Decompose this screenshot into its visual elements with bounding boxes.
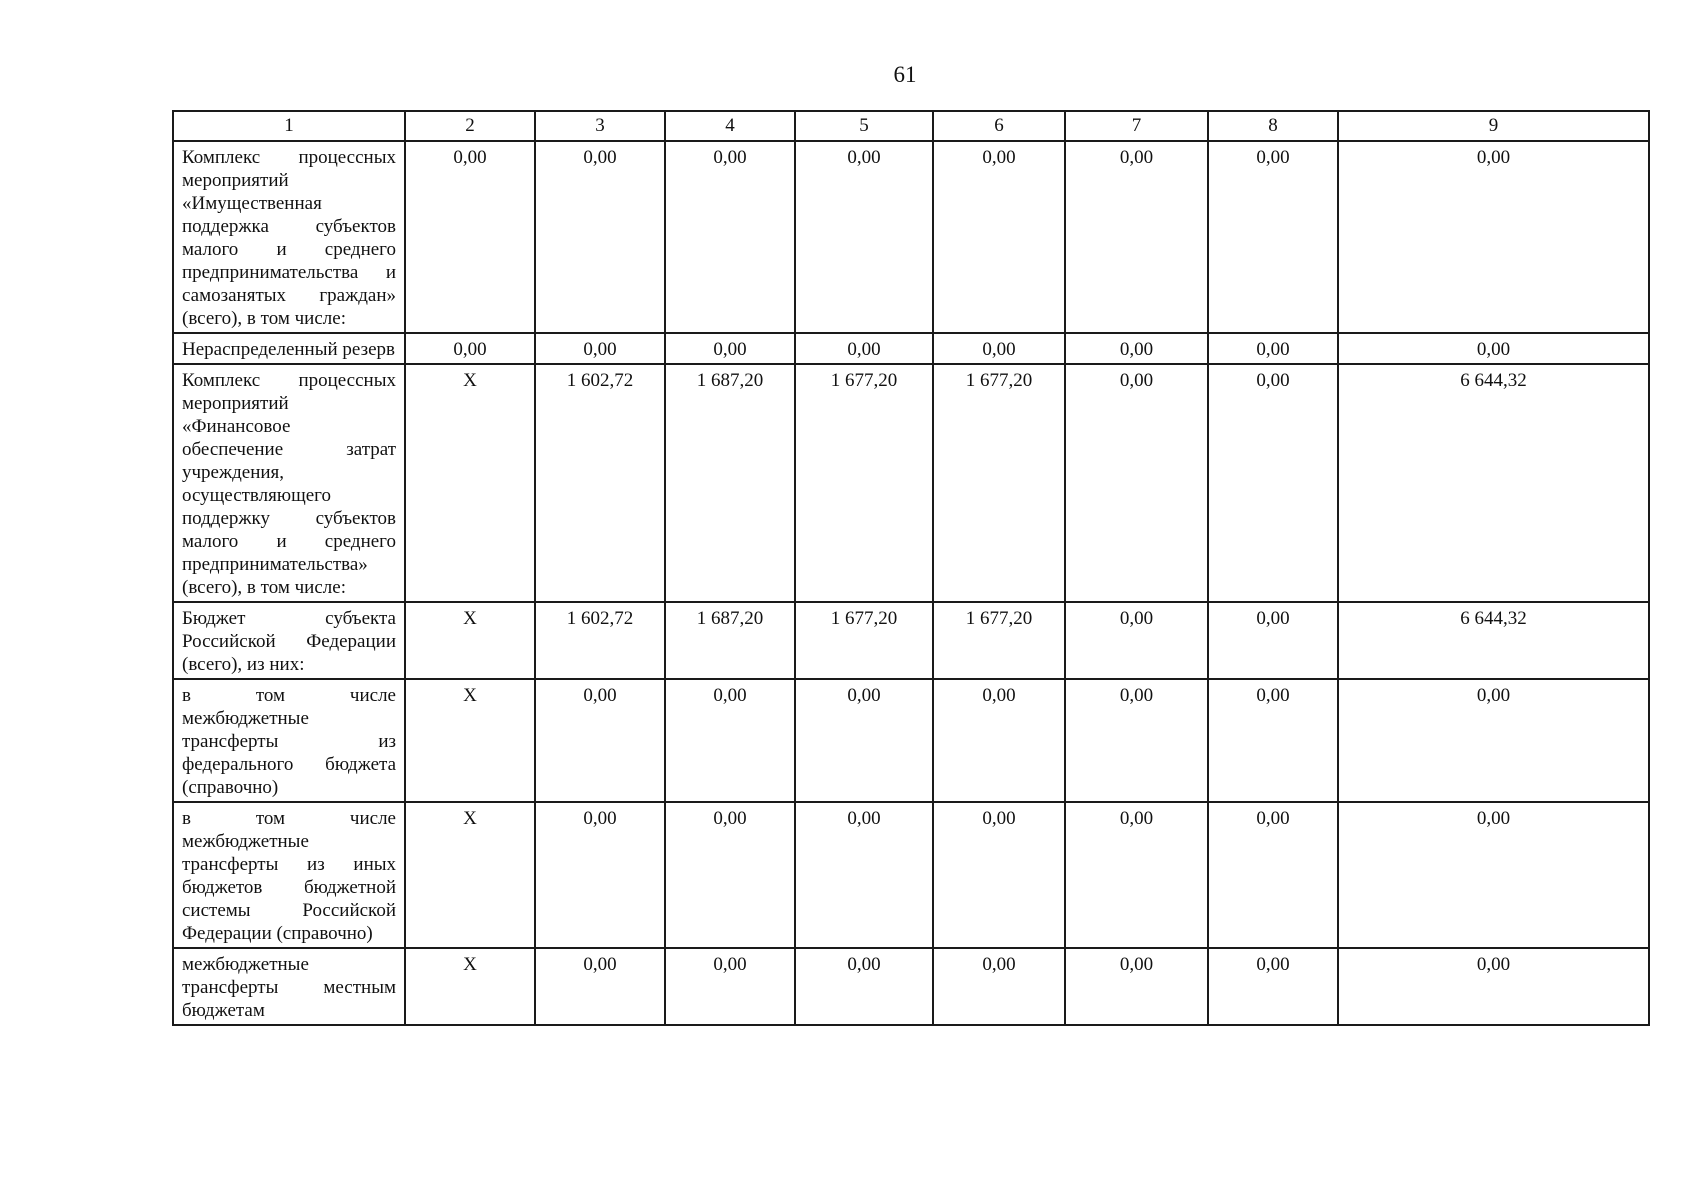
table-cell: 0,00 <box>665 679 795 802</box>
table-row <box>173 602 1649 679</box>
table-cell: 0,00 <box>1338 802 1649 948</box>
table-cell: 0,00 <box>535 141 665 333</box>
table-cell: 0,00 <box>1208 141 1338 333</box>
column-header: 1 <box>173 111 405 141</box>
table-cell: 0,00 <box>535 333 665 364</box>
row-name: Бюджет субъекта Российской Федерации (всего), из них: <box>173 602 405 679</box>
column-header: 4 <box>665 111 795 141</box>
table-cell: 6 644,32 <box>1338 602 1649 679</box>
column-header: 5 <box>795 111 933 141</box>
column-header: 2 <box>405 111 535 141</box>
row-name: межбюджетные трансферты местным бюджетам <box>173 948 405 1025</box>
table-cell: 0,00 <box>535 948 665 1025</box>
column-header: 8 <box>1208 111 1338 141</box>
table-cell: 0,00 <box>1065 602 1208 679</box>
table-cell: 0,00 <box>1065 802 1208 948</box>
table-cell: 0,00 <box>1065 333 1208 364</box>
table-cell: 0,00 <box>1338 679 1649 802</box>
table-header-row <box>173 111 1649 141</box>
table-cell: 0,00 <box>1208 802 1338 948</box>
table-cell: 1 687,20 <box>665 364 795 602</box>
column-header: 3 <box>535 111 665 141</box>
table-cell: X <box>405 364 535 602</box>
column-header: 9 <box>1338 111 1649 141</box>
table-cell: 0,00 <box>1065 141 1208 333</box>
table-cell: 0,00 <box>795 141 933 333</box>
budget-table <box>172 110 1650 1026</box>
table-cell: 0,00 <box>665 333 795 364</box>
table-cell: 0,00 <box>1208 364 1338 602</box>
table-cell: 0,00 <box>795 948 933 1025</box>
table-cell: 1 677,20 <box>933 602 1065 679</box>
table-cell: 0,00 <box>1338 141 1649 333</box>
table-cell: 0,00 <box>1065 948 1208 1025</box>
table-cell: 0,00 <box>535 802 665 948</box>
table-row <box>173 802 1649 948</box>
table-cell: 0,00 <box>795 679 933 802</box>
table-row <box>173 948 1649 1025</box>
table-cell: 6 644,32 <box>1338 364 1649 602</box>
table-cell: 0,00 <box>933 141 1065 333</box>
table-row <box>173 141 1649 333</box>
table-cell: 0,00 <box>1208 679 1338 802</box>
table-cell: X <box>405 802 535 948</box>
table-cell: 0,00 <box>1065 364 1208 602</box>
row-name: Комплекс процессных мероприятий «Финансовое обеспечение затрат учреждения, осуществляющего поддержку субъектов малого и среднего предпринимательства» (всего), в том числе: <box>173 364 405 602</box>
column-header: 7 <box>1065 111 1208 141</box>
row-name: в том числе межбюджетные трансферты из федерального бюджета (справочно) <box>173 679 405 802</box>
table-cell: 0,00 <box>1208 602 1338 679</box>
table-row <box>173 679 1649 802</box>
table-cell: 0,00 <box>795 333 933 364</box>
table-cell: X <box>405 948 535 1025</box>
row-name: Комплекс процессных мероприятий «Имущественная поддержка субъектов малого и среднего предпринимательства и самозанятых граждан» (всего), в том числе: <box>173 141 405 333</box>
table-cell: 0,00 <box>933 948 1065 1025</box>
table-cell: 0,00 <box>535 679 665 802</box>
table-cell: 0,00 <box>405 141 535 333</box>
table-cell: 0,00 <box>665 802 795 948</box>
table-cell: 1 687,20 <box>665 602 795 679</box>
table-cell: 0,00 <box>1208 333 1338 364</box>
table-cell: 0,00 <box>1208 948 1338 1025</box>
table-cell: 1 677,20 <box>933 364 1065 602</box>
table-row <box>173 364 1649 602</box>
table-cell: X <box>405 602 535 679</box>
row-name: Нераспределенный резерв <box>173 333 405 364</box>
table-cell: 0,00 <box>795 802 933 948</box>
table-cell: 1 677,20 <box>795 364 933 602</box>
table-cell: X <box>405 679 535 802</box>
table-row <box>173 333 1649 364</box>
table-cell: 0,00 <box>1338 333 1649 364</box>
table-cell: 1 677,20 <box>795 602 933 679</box>
table-cell: 0,00 <box>933 679 1065 802</box>
table-cell: 1 602,72 <box>535 602 665 679</box>
row-name: в том числе межбюджетные трансферты из иных бюджетов бюджетной системы Российской Федерации (справочно) <box>173 802 405 948</box>
table-cell: 0,00 <box>1338 948 1649 1025</box>
column-header: 6 <box>933 111 1065 141</box>
table-cell: 0,00 <box>665 948 795 1025</box>
table-cell: 0,00 <box>933 802 1065 948</box>
table-cell: 0,00 <box>665 141 795 333</box>
table-cell: 1 602,72 <box>535 364 665 602</box>
page-number: 61 <box>893 62 917 87</box>
table-cell: 0,00 <box>1065 679 1208 802</box>
table-cell: 0,00 <box>933 333 1065 364</box>
table-cell: 0,00 <box>405 333 535 364</box>
